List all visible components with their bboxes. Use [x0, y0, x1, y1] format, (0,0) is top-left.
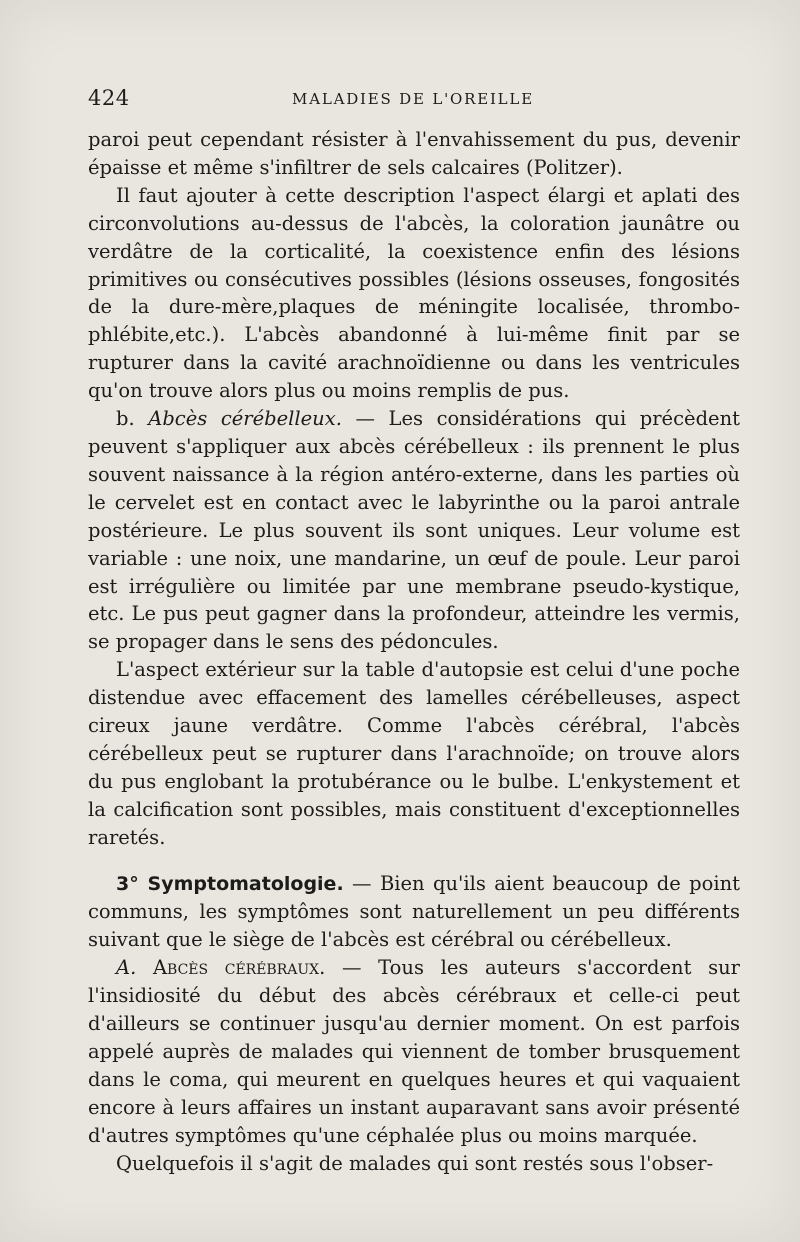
- paragraph-6-text: — Tous les auteurs s'accordent sur l'insidiosité du début des abcès cérébraux et celle-ci peut d'ailleurs se continuer jusqu'au dernier moment. On est parfois appelé auprès de malades qui viennent de tomber brusquement dans le coma, qui meurent en quelques heures et qui vaquaient encore à leurs affaires un instant auparavant sans avoir présenté d'autres symptômes qu'une céphalée plus ou moins marquée.: [88, 956, 740, 1147]
- page-number: 424: [88, 86, 130, 110]
- paragraph-3-text: — Les considérations qui précèdent peuvent s'appliquer aux abcès cérébelleux : ils prennent le plus souvent naissance à la région antéro-externe, dans les parties où le cervelet est en contact avec le labyrinthe ou la paroi antrale postérieure. Le plus souvent ils sont uniques. Leur volume est variable : une noix, une mandarine, un œuf de poule. Leur paroi est irrégulière ou limitée par une membrane pseudo-kystique, etc. Le pus peut gagner dans la profondeur, atteindre les vermis, se propager dans le sens des pédoncules.: [88, 407, 740, 654]
- paragraph-3: [88, 405, 740, 656]
- paragraph-6-label: A.: [116, 956, 153, 980]
- paragraph-6: [88, 954, 740, 1149]
- paragraph-4: L'aspect extérieur sur la table d'autopsie est celui d'une poche distendue avec effacement des lamelles cérébelleuses, aspect cireux jaune verdâtre. Comme l'abcès cérébral, l'abcès cérébelleux peut se rupturer dans l'arachnoïde; on trouve alors du pus englobant la protubérance ou le bulbe. L'enkystement et la calcification sont possibles, mais constituent d'exceptionnelles raretés.: [88, 658, 740, 849]
- paragraph-5-text: — Bien qu'ils aient beaucoup de point communs, les symptômes sont naturellement un peu différents suivant que le siège de l'abcès est cérébral ou cérébelleux.: [88, 871, 740, 952]
- paragraph-1: paroi peut cependant résister à l'envahissement du pus, devenir épaisse et même s'infiltrer de sels calcaires (Politzer).: [88, 128, 740, 179]
- page-body: [88, 126, 740, 1178]
- paragraph-5: [88, 870, 740, 955]
- paragraph-6-title: Abcès cérébraux.: [152, 956, 326, 980]
- paragraph-3-title: Abcès cérébelleux.: [148, 407, 342, 431]
- running-title: MALADIES DE L'OREILLE: [292, 90, 534, 108]
- paragraph-3-label: b.: [116, 407, 149, 431]
- paragraph-2: Il faut ajouter à cette description l'aspect élargi et aplati des circonvolutions au-dessus de l'abcès, la coloration jaunâtre ou verdâtre de la corticalité, la coexistence enfin des lésions primitives ou consécutives possibles (lésions osseuses, fongosités de la dure-mère,plaques de méningite localisée, thrombo-phlébite,etc.). L'abcès abandonné à lui-même finit par se rupturer dans la cavité arachnoïdienne ou dans les ventricules qu'on trouve alors plus ou moins remplis de pus.: [88, 183, 740, 403]
- section-heading: 3° Symptomatologie.: [116, 872, 344, 895]
- page-header: [88, 86, 738, 112]
- paragraph-7: Quelquefois il s'agit de malades qui sont restés sous l'obser-: [116, 1151, 714, 1175]
